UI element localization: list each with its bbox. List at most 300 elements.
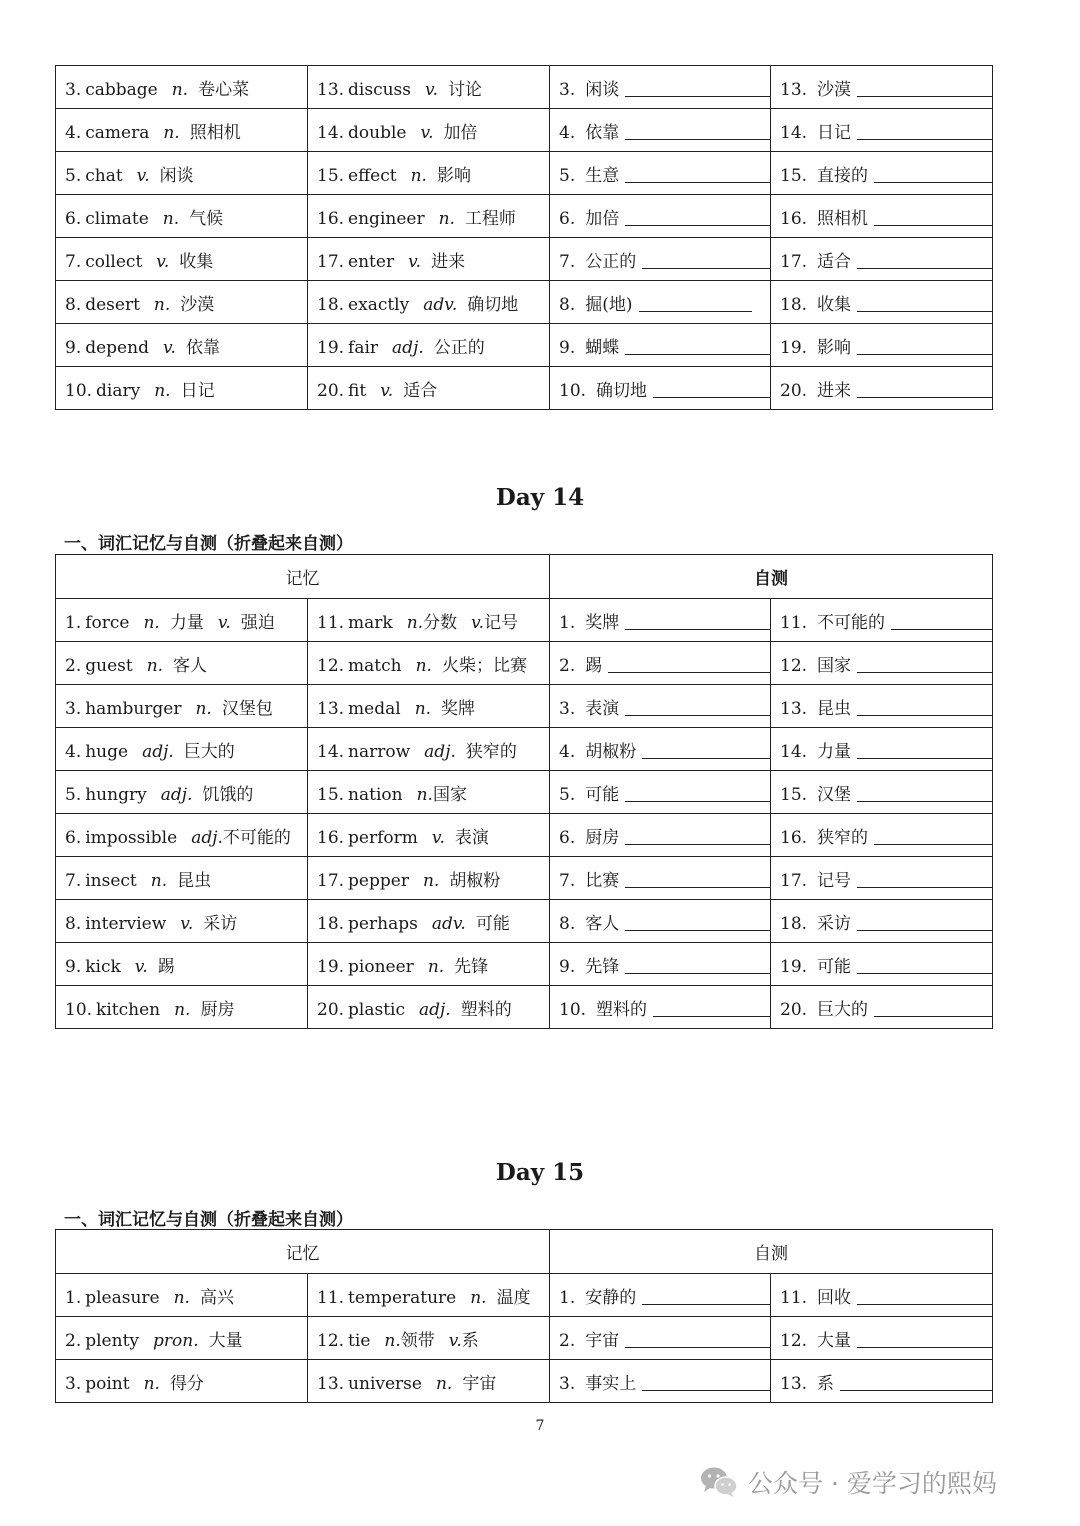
part-of-speech: n. bbox=[153, 294, 171, 315]
entry-number: 11. bbox=[780, 1287, 808, 1308]
entry-number: 5. bbox=[559, 165, 576, 186]
memory-entry bbox=[56, 152, 308, 195]
self-test-entry bbox=[550, 1360, 771, 1403]
answer-blank[interactable] bbox=[625, 973, 770, 974]
answer-blank[interactable] bbox=[625, 96, 770, 97]
chinese-prompt: 进来 bbox=[817, 380, 852, 401]
entry-number: 19. bbox=[317, 337, 345, 358]
chinese-prompt: 先锋 bbox=[585, 956, 620, 977]
self-test-entry bbox=[771, 66, 993, 109]
english-word: collect bbox=[85, 251, 143, 272]
memory-entry bbox=[308, 1274, 550, 1317]
chinese-meaning: 高兴 bbox=[199, 1287, 234, 1308]
chinese-meaning: 表演 bbox=[454, 827, 489, 848]
entry-number: 9. bbox=[559, 337, 576, 358]
entry-number: 3. bbox=[559, 1373, 576, 1394]
entry-number: 1. bbox=[559, 1287, 576, 1308]
part-of-speech: n. bbox=[174, 999, 191, 1020]
memory-header: 记忆 bbox=[56, 555, 550, 599]
part-of-speech: n. bbox=[470, 1287, 487, 1308]
self-test-entry bbox=[550, 1274, 771, 1317]
chinese-prompt: 影响 bbox=[817, 337, 852, 358]
entry-number: 13. bbox=[317, 698, 345, 719]
vocab-row bbox=[56, 66, 993, 109]
entry-number: 3. bbox=[65, 79, 82, 100]
chinese-meaning: 影响 bbox=[436, 165, 471, 186]
self-test-entry bbox=[771, 943, 993, 986]
part-of-speech: n. bbox=[427, 956, 445, 977]
chinese-prompt: 蝴蝶 bbox=[585, 337, 620, 358]
part-of-speech: v. bbox=[380, 380, 394, 401]
chinese-prompt: 加倍 bbox=[585, 208, 620, 229]
chinese-meaning: 踢 bbox=[157, 956, 175, 977]
answer-blank[interactable] bbox=[857, 973, 992, 974]
self-test-entry bbox=[550, 771, 771, 814]
memory-entry bbox=[308, 943, 550, 986]
answer-blank[interactable] bbox=[857, 139, 992, 140]
entry-number: 7. bbox=[65, 251, 82, 272]
answer-blank[interactable] bbox=[874, 1016, 992, 1017]
chinese-prompt: 表演 bbox=[585, 698, 620, 719]
vocab-row bbox=[56, 642, 993, 685]
entry-number: 13. bbox=[317, 1373, 345, 1394]
english-word: insect bbox=[85, 870, 137, 891]
english-word: pioneer bbox=[348, 956, 414, 977]
entry-number: 14. bbox=[317, 122, 345, 143]
english-word: pleasure bbox=[85, 1287, 160, 1308]
entry-number: 6. bbox=[559, 827, 576, 848]
answer-blank[interactable] bbox=[625, 139, 770, 140]
memory-entry bbox=[308, 599, 550, 642]
chinese-meaning: 不可能的 bbox=[222, 827, 291, 848]
chinese-meaning: 照相机 bbox=[189, 122, 241, 143]
entry-number: 20. bbox=[317, 999, 345, 1020]
answer-blank[interactable] bbox=[857, 930, 992, 931]
answer-blank[interactable] bbox=[891, 629, 992, 630]
memory-entry bbox=[308, 1360, 550, 1403]
entry-number: 16. bbox=[780, 208, 808, 229]
memory-entry bbox=[56, 943, 308, 986]
english-word: discuss bbox=[348, 79, 412, 100]
chinese-meaning: 可能 bbox=[475, 913, 510, 934]
memory-entry bbox=[308, 281, 550, 324]
chinese-prompt: 照相机 bbox=[817, 208, 869, 229]
english-word: tie bbox=[348, 1330, 371, 1351]
answer-blank[interactable] bbox=[857, 1304, 992, 1305]
day-15-section-heading: 一、词汇记忆与自测（折叠起来自测） bbox=[64, 1210, 353, 1230]
memory-entry bbox=[56, 728, 308, 771]
chinese-prompt: 采访 bbox=[817, 913, 852, 934]
chinese-meaning: 进来 bbox=[431, 251, 466, 272]
english-word: depend bbox=[85, 337, 149, 358]
self-test-header: 自测 bbox=[550, 555, 993, 599]
entry-number: 10. bbox=[559, 380, 587, 401]
memory-entry bbox=[56, 66, 308, 109]
entry-number: 6. bbox=[559, 208, 576, 229]
entry-number: 3. bbox=[559, 698, 576, 719]
entry-number: 2. bbox=[65, 1330, 82, 1351]
self-test-entry bbox=[550, 857, 771, 900]
english-word: climate bbox=[85, 208, 149, 229]
chinese-meaning: 饥饿的 bbox=[202, 784, 254, 805]
chinese-prompt: 回收 bbox=[817, 1287, 852, 1308]
answer-blank[interactable] bbox=[625, 801, 770, 802]
chinese-meaning: 分数 bbox=[423, 612, 458, 633]
answer-blank[interactable] bbox=[874, 182, 992, 183]
chinese-prompt: 日记 bbox=[817, 122, 852, 143]
chinese-meaning: 收集 bbox=[179, 251, 214, 272]
part-of-speech: adj. bbox=[419, 999, 451, 1020]
chinese-prompt: 闲谈 bbox=[585, 79, 620, 100]
part-of-speech: v. bbox=[136, 165, 150, 186]
self-test-entry bbox=[771, 685, 993, 728]
vocab-row bbox=[56, 857, 993, 900]
chinese-meaning: 汉堡包 bbox=[221, 698, 273, 719]
part-of-speech: n. bbox=[438, 208, 455, 229]
answer-blank[interactable] bbox=[857, 397, 992, 398]
part-of-speech: n. bbox=[162, 208, 180, 229]
chinese-meaning: 沙漠 bbox=[180, 294, 215, 315]
answer-blank[interactable] bbox=[625, 844, 770, 845]
entry-number: 2. bbox=[65, 655, 82, 676]
memory-entry bbox=[56, 367, 308, 410]
answer-blank[interactable] bbox=[642, 758, 770, 759]
self-test-entry bbox=[771, 238, 993, 281]
chinese-prompt: 适合 bbox=[817, 251, 852, 272]
chinese-meaning: 狭窄的 bbox=[465, 741, 517, 762]
part-of-speech: v. bbox=[134, 956, 148, 977]
entry-number: 9. bbox=[65, 956, 82, 977]
english-word: double bbox=[348, 122, 407, 143]
entry-number: 19. bbox=[317, 956, 345, 977]
answer-blank[interactable] bbox=[625, 715, 770, 716]
part-of-speech: adv. bbox=[431, 913, 466, 934]
chinese-prompt: 可能 bbox=[817, 956, 852, 977]
english-word: exactly bbox=[348, 294, 410, 315]
part-of-speech: adj. bbox=[160, 784, 193, 805]
self-test-entry bbox=[550, 281, 771, 324]
chinese-prompt: 收集 bbox=[817, 294, 852, 315]
vocab-row bbox=[56, 152, 993, 195]
memory-entry bbox=[56, 986, 308, 1029]
english-word: match bbox=[348, 655, 402, 676]
answer-blank[interactable] bbox=[642, 1390, 770, 1391]
self-test-entry bbox=[771, 599, 993, 642]
chinese-meaning: 记号 bbox=[484, 612, 519, 633]
chinese-meaning: 日记 bbox=[180, 380, 215, 401]
memory-entry bbox=[308, 814, 550, 857]
vocab-row bbox=[56, 943, 993, 986]
english-word: huge bbox=[85, 741, 129, 762]
answer-blank[interactable] bbox=[857, 268, 992, 269]
entry-number: 13. bbox=[780, 79, 808, 100]
answer-blank[interactable] bbox=[639, 311, 752, 312]
entry-number: 18. bbox=[780, 294, 808, 315]
chinese-meaning: 依靠 bbox=[185, 337, 220, 358]
entry-number: 15. bbox=[780, 784, 808, 805]
chinese-prompt: 公正的 bbox=[585, 251, 637, 272]
entry-number: 14. bbox=[780, 122, 808, 143]
answer-blank[interactable] bbox=[857, 96, 992, 97]
part-of-speech: n. bbox=[163, 122, 180, 143]
self-test-entry bbox=[550, 642, 771, 685]
chinese-prompt: 狭窄的 bbox=[817, 827, 869, 848]
part-of-speech: n. bbox=[195, 698, 212, 719]
vocab-row bbox=[56, 1317, 993, 1360]
answer-blank[interactable] bbox=[857, 672, 992, 673]
answer-blank[interactable] bbox=[653, 1016, 770, 1017]
vocab-row bbox=[56, 1360, 993, 1403]
entry-number: 7. bbox=[65, 870, 82, 891]
chinese-meaning: 火柴；比赛 bbox=[441, 655, 527, 676]
self-test-entry bbox=[771, 771, 993, 814]
memory-entry bbox=[308, 771, 550, 814]
english-word: interview bbox=[85, 913, 167, 934]
answer-blank[interactable] bbox=[653, 397, 770, 398]
answer-blank[interactable] bbox=[625, 930, 770, 931]
self-test-entry bbox=[550, 1317, 771, 1360]
english-word: hamburger bbox=[85, 698, 182, 719]
entry-number: 12. bbox=[780, 1330, 808, 1351]
part-of-speech: n. bbox=[422, 870, 440, 891]
english-word: fair bbox=[348, 337, 379, 358]
entry-number: 15. bbox=[317, 784, 345, 805]
memory-entry bbox=[56, 857, 308, 900]
entry-number: 11. bbox=[317, 1287, 345, 1308]
english-word: kick bbox=[85, 956, 121, 977]
self-test-entry bbox=[771, 1317, 993, 1360]
entry-number: 6. bbox=[65, 208, 82, 229]
self-test-entry bbox=[550, 943, 771, 986]
memory-entry bbox=[56, 281, 308, 324]
self-test-entry bbox=[771, 109, 993, 152]
part-of-speech: v. bbox=[162, 337, 176, 358]
self-test-entry bbox=[550, 728, 771, 771]
entry-number: 9. bbox=[559, 956, 576, 977]
self-test-entry bbox=[771, 152, 993, 195]
answer-blank[interactable] bbox=[642, 1304, 770, 1305]
answer-blank[interactable] bbox=[857, 758, 992, 759]
entry-number: 11. bbox=[317, 612, 345, 633]
answer-blank[interactable] bbox=[625, 182, 770, 183]
vocab-row bbox=[56, 238, 993, 281]
answer-blank[interactable] bbox=[840, 1390, 992, 1391]
chinese-meaning: 力量 bbox=[169, 612, 204, 633]
part-of-speech: n. bbox=[154, 380, 171, 401]
vocab-row bbox=[56, 109, 993, 152]
self-test-entry bbox=[550, 66, 771, 109]
entry-number: 13. bbox=[780, 1373, 808, 1394]
english-word: kitchen bbox=[96, 999, 161, 1020]
memory-entry bbox=[56, 685, 308, 728]
entry-number: 5. bbox=[559, 784, 576, 805]
entry-number: 3. bbox=[559, 79, 576, 100]
entry-number: 11. bbox=[780, 612, 808, 633]
chinese-prompt: 系 bbox=[817, 1373, 835, 1394]
part-of-speech: adj. bbox=[191, 827, 223, 848]
memory-entry bbox=[308, 152, 550, 195]
part-of-speech: n. bbox=[410, 165, 427, 186]
answer-blank[interactable] bbox=[625, 225, 770, 226]
english-word: desert bbox=[85, 294, 140, 315]
chinese-meaning: 奖牌 bbox=[441, 698, 476, 719]
entry-number: 1. bbox=[65, 612, 82, 633]
self-test-entry bbox=[550, 324, 771, 367]
memory-entry bbox=[56, 195, 308, 238]
self-test-entry bbox=[550, 195, 771, 238]
part-of-speech: n. bbox=[435, 1373, 453, 1394]
entry-number: 12. bbox=[780, 655, 808, 676]
entry-number: 20. bbox=[780, 999, 808, 1020]
chinese-prompt: 汉堡 bbox=[817, 784, 852, 805]
chinese-prompt: 宇宙 bbox=[585, 1330, 620, 1351]
vocab-row bbox=[56, 367, 993, 410]
self-test-entry bbox=[771, 281, 993, 324]
chinese-prompt: 力量 bbox=[817, 741, 852, 762]
entry-number: 1. bbox=[559, 612, 576, 633]
vocab-row bbox=[56, 1274, 993, 1317]
chinese-meaning: 大量 bbox=[208, 1330, 243, 1351]
english-word: cabbage bbox=[85, 79, 158, 100]
english-word: mark bbox=[348, 612, 393, 633]
self-test-entry bbox=[771, 857, 993, 900]
memory-entry bbox=[308, 900, 550, 943]
english-word: medal bbox=[348, 698, 401, 719]
chinese-prompt: 客人 bbox=[585, 913, 620, 934]
part-of-speech: n. bbox=[173, 1287, 190, 1308]
chinese-meaning: 讨论 bbox=[448, 79, 483, 100]
entry-number: 18. bbox=[780, 913, 808, 934]
english-word: universe bbox=[348, 1373, 422, 1394]
chinese-meaning: 采访 bbox=[203, 913, 238, 934]
part-of-speech: n. bbox=[416, 784, 433, 805]
entry-number: 8. bbox=[65, 913, 82, 934]
answer-blank[interactable] bbox=[857, 354, 992, 355]
chinese-prompt: 掘(地) bbox=[585, 294, 633, 315]
chinese-prompt: 国家 bbox=[817, 655, 852, 676]
memory-entry bbox=[56, 771, 308, 814]
self-test-entry bbox=[550, 685, 771, 728]
vocab-row bbox=[56, 900, 993, 943]
answer-blank[interactable] bbox=[625, 1347, 770, 1348]
entry-number: 3. bbox=[65, 698, 82, 719]
entry-number: 4. bbox=[559, 122, 576, 143]
entry-number: 20. bbox=[780, 380, 808, 401]
english-word: hungry bbox=[85, 784, 147, 805]
answer-blank[interactable] bbox=[874, 225, 992, 226]
entry-number: 17. bbox=[317, 870, 345, 891]
memory-entry bbox=[308, 986, 550, 1029]
english-word: engineer bbox=[348, 208, 425, 229]
chinese-meaning: 确切地 bbox=[467, 294, 519, 315]
chinese-meaning: 塑料的 bbox=[460, 999, 512, 1020]
day-14-title: Day 14 bbox=[495, 484, 585, 511]
entry-number: 10. bbox=[65, 999, 93, 1020]
chinese-meaning: 加倍 bbox=[443, 122, 478, 143]
entry-number: 18. bbox=[317, 294, 345, 315]
chinese-meaning: 温度 bbox=[496, 1287, 531, 1308]
memory-entry bbox=[56, 814, 308, 857]
entry-number: 16. bbox=[780, 827, 808, 848]
chinese-prompt: 事实上 bbox=[585, 1373, 637, 1394]
chinese-prompt: 生意 bbox=[585, 165, 620, 186]
memory-entry bbox=[308, 109, 550, 152]
english-word: enter bbox=[348, 251, 395, 272]
memory-entry bbox=[308, 1317, 550, 1360]
memory-entry bbox=[308, 642, 550, 685]
entry-number: 12. bbox=[317, 1330, 345, 1351]
chinese-meaning: 气候 bbox=[189, 208, 224, 229]
vocab-row bbox=[56, 195, 993, 238]
self-test-entry bbox=[550, 109, 771, 152]
answer-blank[interactable] bbox=[642, 268, 770, 269]
entry-number: 13. bbox=[780, 698, 808, 719]
vocab-row bbox=[56, 281, 993, 324]
entry-number: 1. bbox=[65, 1287, 82, 1308]
vocab-row bbox=[56, 685, 993, 728]
self-test-entry bbox=[550, 986, 771, 1029]
memory-entry bbox=[56, 1274, 308, 1317]
self-test-entry bbox=[550, 814, 771, 857]
entry-number: 17. bbox=[780, 251, 808, 272]
entry-number: 14. bbox=[317, 741, 345, 762]
part-of-speech: n. bbox=[384, 1330, 401, 1351]
entry-number: 19. bbox=[780, 337, 808, 358]
chinese-meaning: 闲谈 bbox=[159, 165, 194, 186]
part-of-speech: n. bbox=[415, 655, 432, 676]
answer-blank[interactable] bbox=[857, 311, 992, 312]
english-word: chat bbox=[85, 165, 123, 186]
chinese-meaning: 卷心菜 bbox=[198, 79, 250, 100]
memory-entry bbox=[56, 324, 308, 367]
page-number: 7 bbox=[535, 1418, 545, 1434]
day-15-title: Day 15 bbox=[495, 1159, 585, 1186]
self-test-header: 自测 bbox=[550, 1230, 993, 1274]
part-of-speech: v. bbox=[420, 122, 434, 143]
entry-number: 4. bbox=[559, 741, 576, 762]
part-of-speech: n. bbox=[146, 655, 164, 676]
vocab-table-day15 bbox=[55, 1229, 993, 1403]
answer-blank[interactable] bbox=[857, 715, 992, 716]
entry-number: 8. bbox=[559, 913, 576, 934]
answer-blank[interactable] bbox=[874, 844, 992, 845]
part-of-speech: pron. bbox=[153, 1330, 199, 1351]
self-test-entry bbox=[550, 238, 771, 281]
answer-blank[interactable] bbox=[625, 887, 770, 888]
day-14-section-heading: 一、词汇记忆与自测（折叠起来自测） bbox=[64, 534, 353, 554]
entry-number: 8. bbox=[65, 294, 82, 315]
answer-blank[interactable] bbox=[608, 672, 770, 673]
memory-entry bbox=[56, 238, 308, 281]
part-of-speech: adj. bbox=[142, 741, 174, 762]
memory-entry bbox=[308, 66, 550, 109]
memory-entry bbox=[56, 1317, 308, 1360]
answer-blank[interactable] bbox=[857, 801, 992, 802]
chinese-prompt: 记号 bbox=[817, 870, 852, 891]
answer-blank[interactable] bbox=[625, 354, 770, 355]
vocab-row bbox=[56, 599, 993, 642]
memory-entry bbox=[56, 109, 308, 152]
chinese-meaning: 客人 bbox=[173, 655, 208, 676]
answer-blank[interactable] bbox=[857, 887, 992, 888]
entry-number: 19. bbox=[780, 956, 808, 977]
entry-number: 3. bbox=[65, 1373, 82, 1394]
vocab-table-day13 bbox=[55, 65, 993, 410]
answer-blank[interactable] bbox=[857, 1347, 992, 1348]
memory-entry bbox=[308, 728, 550, 771]
answer-blank[interactable] bbox=[625, 629, 770, 630]
entry-number: 10. bbox=[65, 380, 93, 401]
